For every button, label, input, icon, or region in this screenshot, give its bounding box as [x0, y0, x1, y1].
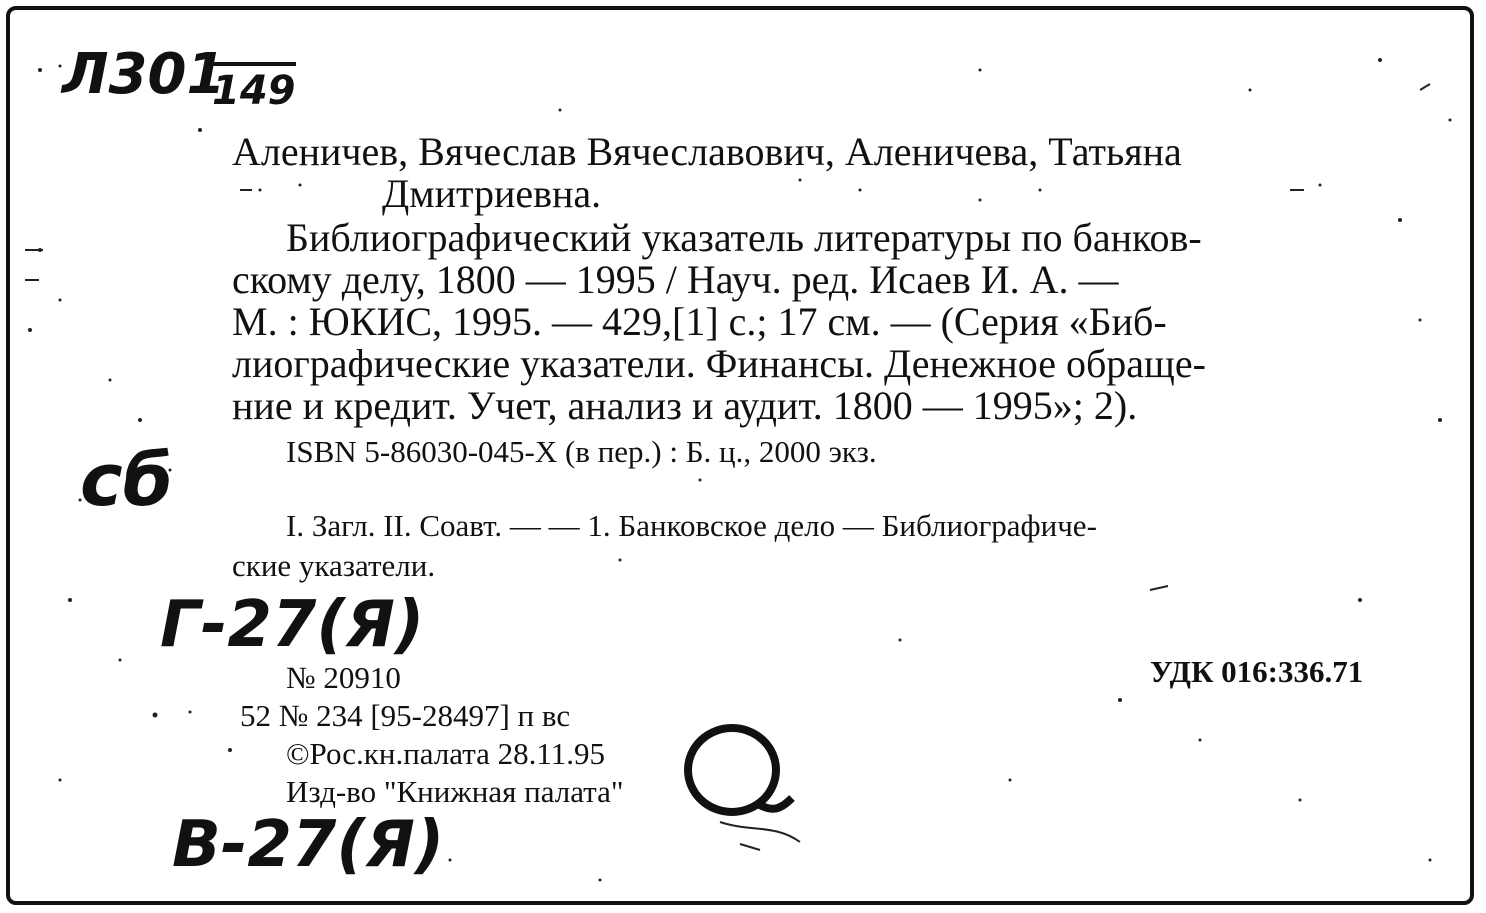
body-line-5: ние и кредит. Учет, анализ и аудит. 1800 — 1995»; 2).: [232, 383, 1138, 428]
copyright-line: ©Рос.кн.палата 28.11.95: [286, 736, 606, 771]
subjects-line-2: ские указатели.: [232, 548, 436, 583]
stamp-q-mark: [680, 712, 820, 862]
body-line-2: скому делу, 1800 — 1995 / Науч. ред. Исаев И. А. —: [232, 257, 1119, 302]
author-line-2: Дмитриевна.: [382, 171, 602, 216]
udk-code: УДК 016:336.71: [1150, 654, 1364, 689]
handwritten-note-sb: сб: [80, 438, 173, 522]
handwritten-shelfmark-sub: 149: [212, 62, 296, 114]
handwritten-note-v: В-27(Я): [172, 808, 445, 882]
body-line-1: Библиографический указатель литературы по банков-: [286, 215, 1202, 260]
handwritten-shelfmark: Л301: [62, 42, 226, 107]
publisher-line: Изд-во "Книжная палата": [286, 774, 624, 809]
registry-line: 52 № 234 [95-28497] п вс: [240, 698, 571, 733]
subjects-line-1: I. Загл. II. Соавт. — — 1. Банковское дело — Библиографиче-: [286, 508, 1097, 543]
author-line-1: Аленичев, Вячеслав Вячеславович, Аленичева, Татьяна: [232, 129, 1182, 174]
card-number: № 20910: [286, 660, 401, 695]
isbn-line: ISBN 5-86030-045-X (в пер.) : Б. ц., 2000 экз.: [286, 434, 877, 469]
body-line-4: лиографические указатели. Финансы. Денежное обраще-: [232, 341, 1206, 386]
handwritten-note-g: Г-27(Я): [160, 588, 425, 662]
body-line-3: М. : ЮКИС, 1995. — 429,[1] с.; 17 см. — (Серия «Биб-: [232, 299, 1167, 344]
